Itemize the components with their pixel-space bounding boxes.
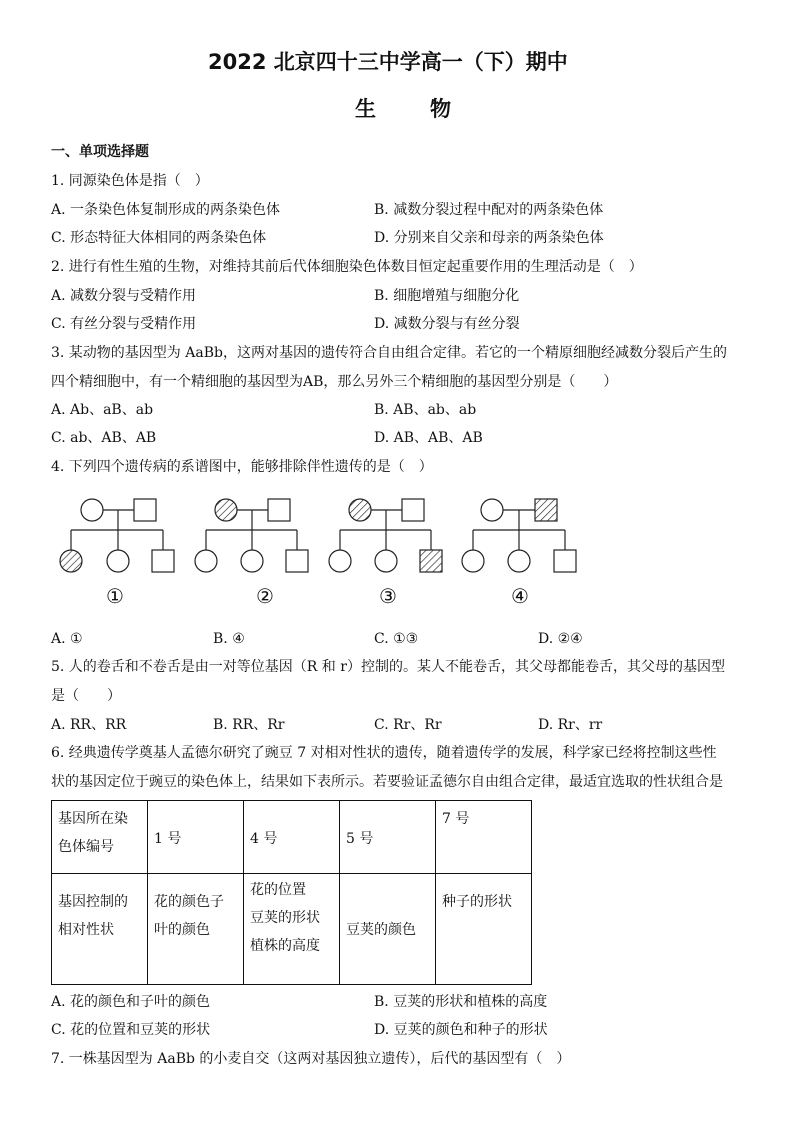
table-cell-line: 花的位置 — [250, 882, 306, 898]
q3-option-c: C. ab、AB、AB — [51, 430, 157, 446]
table-cell — [340, 801, 436, 874]
q5-option-a: A. RR、RR — [51, 717, 127, 733]
q6-stem-line2: 状的基因定位于豌豆的染色体上，结果如下表所示。若要验证孟德尔自由组合定律，最适宜选取的性状组合是 — [51, 774, 723, 790]
pedigree-1 — [60, 499, 174, 572]
q5-stem-line2: 是（ ） — [51, 688, 121, 704]
table-cell — [52, 874, 148, 985]
q6-stem-line1: 6. 经典遗传学奠基人孟德尔研究了豌豆 7 对相对性状的遗传，随着遗传学的发展，科学家已经将控制这些性 — [51, 745, 717, 761]
table-cell — [244, 874, 340, 985]
table-cell-line: 植株的高度 — [250, 938, 320, 954]
table-header-row — [52, 801, 532, 874]
q6-option-b: B. 豆荚的形状和植株的高度 — [374, 994, 548, 1010]
table-cell-text: 1 号 — [154, 831, 182, 847]
q6-option-a: A. 花的颜色和子叶的颜色 — [51, 994, 211, 1010]
q1-option-c: C. 形态特征大体相同的两条染色体 — [51, 230, 267, 246]
pedigree-label-1: ① — [106, 584, 124, 608]
table-cell-line: 相对性状 — [58, 922, 114, 938]
q1-option-a: A. 一条染色体复制形成的两条染色体 — [51, 202, 281, 218]
q3-option-b: B. AB、ab、ab — [374, 402, 477, 418]
table-cell-line: 基因控制的 — [58, 894, 128, 910]
q1-option-b: B. 减数分裂过程中配对的两条染色体 — [374, 202, 604, 218]
table-cell-line: 花的颜色子 — [154, 894, 224, 910]
q2-option-a: A. 减数分裂与受精作用 — [51, 288, 197, 304]
q2-option-b: B. 细胞增殖与细胞分化 — [374, 288, 520, 304]
q3-stem-line2: 四个精细胞中，有一个精细胞的基因型为AB，那么另外三个精细胞的基因型分别是（ ） — [51, 374, 618, 390]
subject-title: 生物 — [355, 97, 505, 121]
q4-option-d: D. ②④ — [538, 631, 583, 647]
table-cell — [148, 874, 244, 985]
q3-option-a: A. Ab、aB、ab — [51, 402, 154, 418]
q6-option-d: D. 豆荚的颜色和种子的形状 — [374, 1022, 548, 1038]
q2-option-d: D. 减数分裂与有丝分裂 — [374, 316, 520, 332]
pedigree-label-3: ③ — [379, 584, 397, 608]
q2-stem: 2. 进行有性生殖的生物，对维持其前后代体细胞染色体数目恒定起重要作用的生理活动是（ ） — [51, 259, 643, 275]
table-cell-text: 5 号 — [346, 831, 374, 847]
pedigree-label-4: ④ — [511, 584, 529, 608]
q4-stem: 4. 下列四个遗传病的系谱图中，能够排除伴性遗传的是（ ） — [51, 459, 433, 475]
q4-option-a: A. ① — [51, 631, 83, 647]
q4-option-b: B. ④ — [213, 631, 245, 647]
q5-stem-line1: 5. 人的卷舌和不卷舌是由一对等位基因（R 和 r）控制的。某人不能卷舌，其父母都能卷舌，其父母的基因型 — [51, 659, 725, 675]
table-cell — [148, 801, 244, 874]
q1-option-d: D. 分别来自父亲和母亲的两条染色体 — [374, 230, 604, 246]
chromosome-trait-table — [51, 800, 532, 985]
table-cell-line: 叶的颜色 — [154, 922, 210, 938]
pedigree-2 — [195, 499, 308, 572]
table-cell-text: 7 号 — [442, 811, 470, 827]
table-row — [52, 874, 532, 985]
section-heading: 一、单项选择题 — [51, 144, 149, 160]
q4-option-c: C. ①③ — [374, 631, 419, 647]
table-cell-text: 豆荚的颜色 — [346, 922, 416, 938]
table-cell — [244, 801, 340, 874]
q3-option-d: D. AB、AB、AB — [374, 430, 483, 446]
table-cell-line: 色体编号 — [58, 839, 114, 855]
table-cell-line: 基因所在染 — [58, 811, 128, 827]
pedigree-label-2: ② — [256, 584, 274, 608]
exam-title: 2022 北京四十三中学高一（下）期中 — [208, 50, 568, 74]
q5-option-b: B. RR、Rr — [213, 717, 285, 733]
q5-option-c: C. Rr、Rr — [374, 717, 442, 733]
table-cell-line: 豆荚的形状 — [250, 910, 320, 926]
table-cell — [436, 801, 532, 874]
table-cell-text: 种子的形状 — [442, 894, 512, 910]
pedigree-3 — [329, 499, 442, 572]
table-cell — [52, 801, 148, 874]
q3-stem-line1: 3. 某动物的基因型为 AaBb，这两对基因的遗传符合自由组合定律。若它的一个精原细胞经减数分裂后产生的 — [51, 345, 727, 361]
q5-option-d: D. Rr、rr — [538, 717, 603, 733]
table-cell — [340, 874, 436, 985]
pedigree-4 — [462, 499, 576, 572]
table-cell — [436, 874, 532, 985]
q7-stem: 7. 一株基因型为 AaBb 的小麦自交（这两对基因独立遗传），后代的基因型有（ ） — [51, 1051, 571, 1067]
q2-option-c: C. 有丝分裂与受精作用 — [51, 316, 197, 332]
q6-option-c: C. 花的位置和豆荚的形状 — [51, 1022, 211, 1038]
q1-stem: 1. 同源染色体是指（ ） — [51, 173, 209, 189]
table-cell-text: 4 号 — [250, 831, 278, 847]
